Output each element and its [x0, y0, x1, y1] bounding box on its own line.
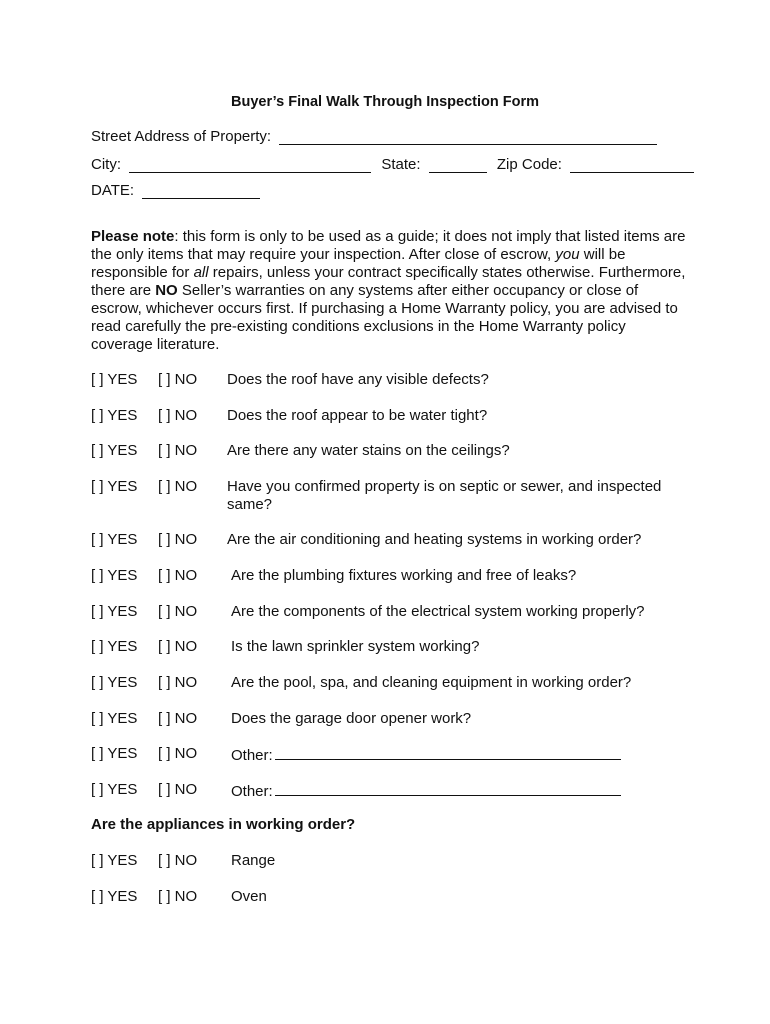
note-text: will be responsible for [91, 246, 626, 281]
no-checkbox[interactable]: [ ] NO [158, 603, 198, 620]
yes-checkbox[interactable]: [ ] YES [91, 781, 138, 798]
other-field[interactable] [275, 781, 621, 796]
question-row [91, 478, 691, 513]
city-label: City: [91, 156, 121, 173]
no-checkbox[interactable]: [ ] NO [158, 852, 198, 869]
question-text: Are the air conditioning and heating systems in working order? [227, 531, 642, 548]
other-field[interactable] [275, 745, 621, 760]
question-text: Are there any water stains on the ceilings? [227, 442, 510, 459]
question-text: Are the plumbing fixtures working and free of leaks? [231, 567, 577, 584]
city-state-zip-line [91, 156, 694, 176]
question-row [91, 638, 691, 660]
no-checkbox[interactable]: [ ] NO [158, 638, 198, 655]
note-text: : this form is only to be used as a guide; it does not imply that listed items are the only items that may require your inspection. After close of escrow, [91, 228, 686, 263]
no-checkbox[interactable]: [ ] NO [158, 674, 198, 691]
no-checkbox[interactable]: [ ] NO [158, 888, 198, 905]
street-address-label: Street Address of Property: [91, 128, 272, 145]
question-row [91, 710, 691, 732]
question-row [91, 442, 691, 464]
yes-checkbox[interactable]: [ ] YES [91, 745, 138, 762]
yes-checkbox[interactable]: [ ] YES [91, 478, 138, 495]
question-text: Are the components of the electrical system working properly? [231, 603, 645, 620]
yes-checkbox[interactable]: [ ] YES [91, 531, 138, 548]
date-line [91, 182, 260, 202]
street-address-field[interactable] [279, 128, 657, 145]
street-address-line [91, 128, 657, 148]
note-all: all [193, 264, 209, 281]
question-row [91, 371, 691, 393]
date-field[interactable] [142, 182, 260, 199]
question-row [91, 781, 691, 803]
city-field[interactable] [129, 156, 371, 173]
question-row [91, 407, 691, 429]
yes-checkbox[interactable]: [ ] YES [91, 407, 138, 424]
other-label: Other: [231, 783, 273, 800]
no-checkbox[interactable]: [ ] NO [158, 710, 198, 727]
question-text: Is the lawn sprinkler system working? [231, 638, 480, 655]
appliance-row [91, 852, 691, 874]
appliance-name: Range [231, 852, 276, 869]
other-item [231, 745, 681, 765]
other-label: Other: [231, 747, 273, 764]
no-checkbox[interactable]: [ ] NO [158, 567, 198, 584]
question-row [91, 674, 691, 696]
state-field[interactable] [429, 156, 487, 173]
state-label: State: [381, 156, 421, 173]
note-lead: Please note [91, 228, 175, 245]
date-label: DATE: [91, 182, 135, 199]
question-text: Does the roof appear to be water tight? [227, 407, 488, 424]
yes-checkbox[interactable]: [ ] YES [91, 888, 138, 905]
no-checkbox[interactable]: [ ] NO [158, 407, 198, 424]
zip-code-field[interactable] [570, 156, 694, 173]
question-row [91, 745, 691, 767]
zip-code-label: Zip Code: [496, 156, 562, 173]
question-text: Does the roof have any visible defects? [227, 371, 489, 388]
question-row [91, 567, 691, 589]
appliance-row [91, 888, 691, 910]
yes-checkbox[interactable]: [ ] YES [91, 674, 138, 691]
yes-checkbox[interactable]: [ ] YES [91, 371, 138, 388]
question-text: Does the garage door opener work? [231, 710, 472, 727]
no-checkbox[interactable]: [ ] NO [158, 442, 198, 459]
no-checkbox[interactable]: [ ] NO [158, 745, 198, 762]
form-title: Buyer’s Final Walk Through Inspection Form [230, 94, 540, 110]
yes-checkbox[interactable]: [ ] YES [91, 567, 138, 584]
question-text: Are the pool, spa, and cleaning equipment in working order? [231, 674, 632, 691]
yes-checkbox[interactable]: [ ] YES [91, 638, 138, 655]
note-you: you [555, 246, 580, 263]
question-row [91, 603, 691, 625]
yes-checkbox[interactable]: [ ] YES [91, 603, 138, 620]
question-text: Have you confirmed property is on septic or sewer, and inspected same? [227, 478, 662, 513]
note-no: NO [155, 282, 178, 299]
note-text: repairs, unless your contract specifically states otherwise. Furthermore, there are [91, 264, 686, 299]
yes-checkbox[interactable]: [ ] YES [91, 852, 138, 869]
yes-checkbox[interactable]: [ ] YES [91, 442, 138, 459]
other-item [231, 781, 681, 801]
appliance-name: Oven [231, 888, 267, 905]
please-note-paragraph [91, 228, 691, 354]
note-text: Seller’s warranties on any systems after either occupancy or close of escrow, whichever occurs first. If purchasing a Home Warranty policy, you are advised to read carefully the pre-existing conditions exclusions in the Home Warranty policy coverage literature. [91, 282, 678, 353]
no-checkbox[interactable]: [ ] NO [158, 371, 198, 388]
no-checkbox[interactable]: [ ] NO [158, 531, 198, 548]
question-row [91, 531, 691, 553]
no-checkbox[interactable]: [ ] NO [158, 478, 198, 495]
no-checkbox[interactable]: [ ] NO [158, 781, 198, 798]
yes-checkbox[interactable]: [ ] YES [91, 710, 138, 727]
appliances-heading: Are the appliances in working order? [91, 816, 356, 833]
